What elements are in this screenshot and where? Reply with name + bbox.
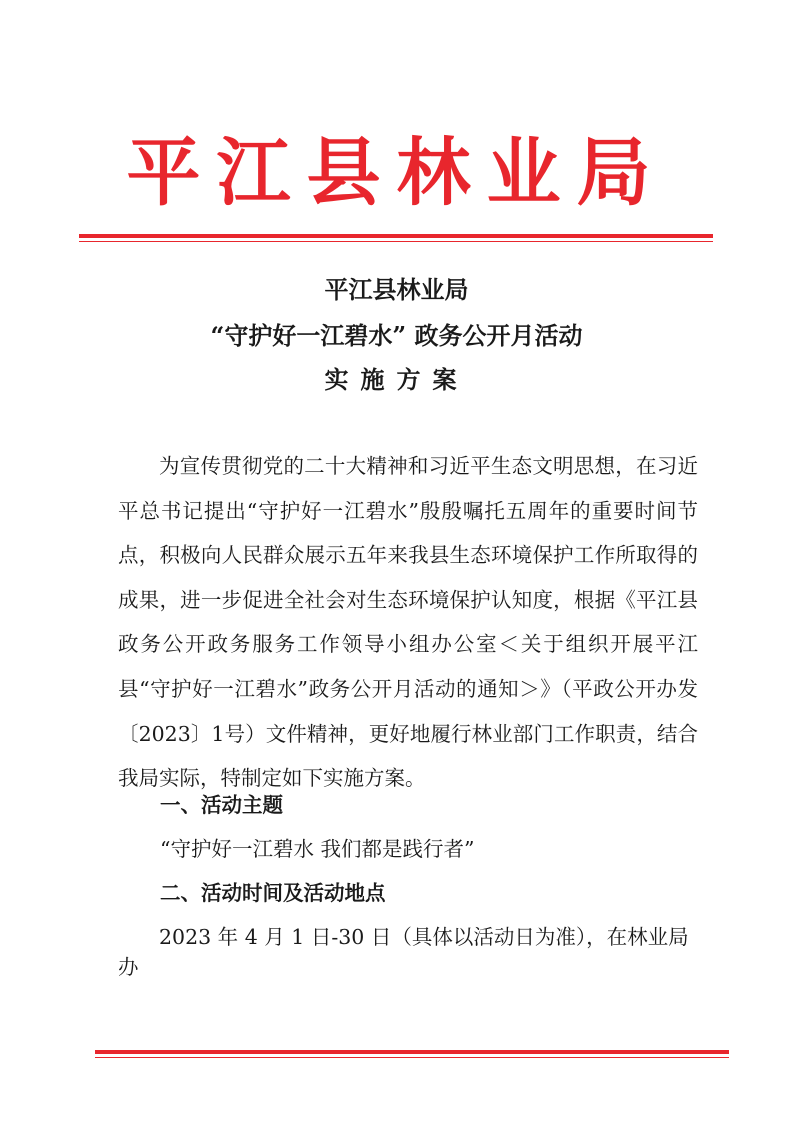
document-title-line1: 平江县林业局: [324, 275, 469, 304]
document-title-line3: 实施方案: [324, 365, 469, 394]
letterhead-rule-thin: [79, 241, 713, 242]
section1-heading: 一、活动主题: [160, 793, 283, 817]
section1-text: “守护好一江碧水 我们都是践行者”: [160, 837, 475, 861]
section2-heading: 二、活动时间及活动地点: [160, 881, 386, 905]
section2-text: 2023 年 4 月 1 日-30 日（具体以活动日为准），在林业局办: [118, 925, 689, 979]
intro-paragraph: 为宣传贯彻党的二十大精神和习近平生态文明思想，在习近平总书记提出“守护好一江碧水”殷殷嘱托五周年的重要时间节点，积极向人民群众展示五年来我县生态环境保护工作所取得的成果，进一步促进全社会对生态环境保护认知度，根据《平江县政务公开政务服务工作领导小组办公室＜关于组织开展平江县“守护好一江碧水”政务公开月活动的通知＞》（平政公开办发〔2023〕1号）文件精神，更好地履行林业部门工作职责，结合我局实际，特制定如下实施方案。: [118, 454, 698, 791]
document-title-line2: “守护好一江碧水” 政务公开月活动: [210, 321, 583, 350]
letterhead-rule-thick: [79, 234, 713, 238]
footer-rule-thick: [95, 1050, 729, 1054]
footer-rule-thin: [95, 1057, 729, 1058]
letterhead-title: 平江县林业局: [126, 130, 667, 216]
